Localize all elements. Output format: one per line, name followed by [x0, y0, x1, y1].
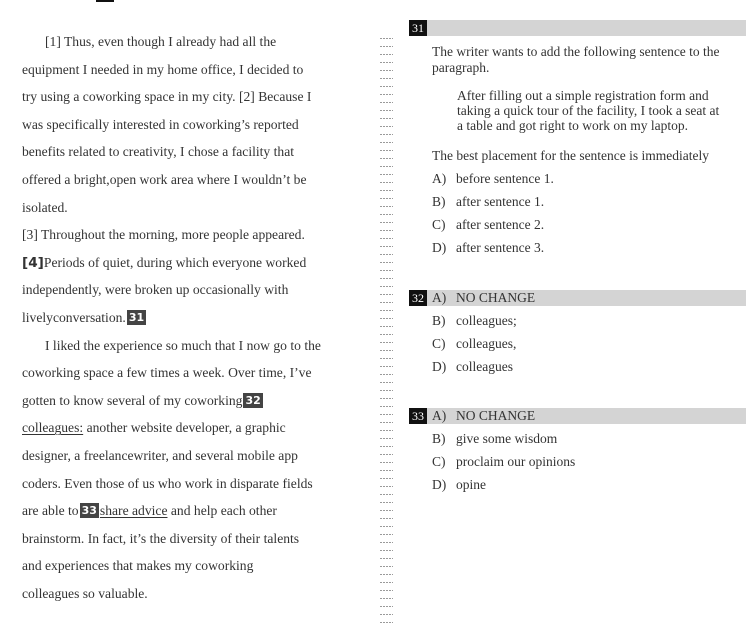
- question-33-number: 33: [409, 408, 427, 424]
- dotted-divider: [379, 38, 393, 628]
- passage-line: [1] Thus, even though I already had all the: [45, 34, 277, 49]
- passage-line: [3] Throughout the morning, more people appeared.: [22, 227, 305, 243]
- question-marker-33[interactable]: 33: [81, 504, 97, 518]
- passage-line: [4]Periods of quiet, during which everyone worked: [22, 254, 307, 271]
- underlined-text-32: colleagues:: [22, 420, 84, 436]
- passage-line: offered a bright,open work area where I wouldn’t be: [22, 171, 307, 187]
- question-marker-32[interactable]: 32: [245, 393, 261, 407]
- passage-line: equipment I needed in my home office, I decided to: [22, 61, 304, 77]
- passage-line: colleagues so valuable.: [22, 585, 148, 601]
- passage-line: isolated.: [22, 199, 68, 215]
- question-31-quote: After filling out a simple registration form and taking a quick tour of the facility, I took a seat at a table and got right to work on my laptop.: [457, 88, 720, 133]
- question-32-number: 32: [409, 290, 427, 306]
- question-31-option-d[interactable]: D) after sentence 3.: [432, 240, 545, 255]
- sentence-4-marker: [4]: [22, 254, 44, 271]
- passage-line: benefits related to creativity, I chose a facility that: [22, 144, 295, 160]
- passage: [22, 28, 372, 607]
- question-33-option-c[interactable]: C) proclaim our opinions: [432, 454, 576, 469]
- passage-line: independently, were broken up occasionally with: [22, 282, 289, 298]
- passage-line: livelyconversation. 31: [22, 309, 145, 325]
- question-31-option-a[interactable]: A) before sentence 1.: [432, 171, 554, 186]
- passage-line: colleagues: another website developer, a graphic: [22, 420, 286, 436]
- question-33-option-b[interactable]: B) give some wisdom: [432, 431, 558, 446]
- question-32-option-b[interactable]: B) colleagues;: [432, 313, 517, 328]
- question-32-option-c[interactable]: C) colleagues,: [432, 336, 517, 351]
- question-marker-31[interactable]: 31: [128, 310, 145, 324]
- question-33-option-d[interactable]: D) opine: [432, 477, 486, 492]
- passage-line: designer, a freelancewriter, and several mobile app: [22, 447, 298, 463]
- question-31-option-b[interactable]: B) after sentence 1.: [432, 194, 545, 209]
- passage-line: gotten to know several of my coworking 32: [22, 392, 261, 408]
- question-31-stem: The best placement for the sentence is immediately: [432, 148, 710, 163]
- passage-line: brainstorm. In fact, it’s the diversity of their talents: [22, 530, 300, 546]
- passage-line: was specifically interested in coworking’s reported: [22, 116, 299, 132]
- question-31-option-c[interactable]: C) after sentence 2.: [432, 217, 545, 232]
- question-32-option-d[interactable]: D) colleagues: [432, 359, 513, 374]
- passage-line: try using a coworking space in my city. [2] Because I: [22, 89, 312, 105]
- passage-line: coders. Even those of us who work in disparate fields: [22, 475, 313, 491]
- question-31-header-bar: [409, 20, 746, 36]
- passage-line: I liked the experience so much that I now go to the: [45, 337, 321, 353]
- passage-line: and experiences that makes my coworking: [22, 558, 254, 574]
- underlined-text-33: share advice: [99, 503, 168, 519]
- question-33-option-a[interactable]: A) NO CHANGE: [432, 408, 536, 423]
- question-31-prompt: The writer wants to add the following sentence to the paragraph.: [432, 44, 720, 75]
- question-31-number: 31: [409, 20, 427, 36]
- passage-line: are able to 33 share advice and help each other: [22, 503, 277, 519]
- passage-line: coworking space a few times a week. Over time, I’ve: [22, 365, 312, 381]
- top-mark: [96, 0, 114, 2]
- question-32-option-a[interactable]: A) NO CHANGE: [432, 290, 536, 305]
